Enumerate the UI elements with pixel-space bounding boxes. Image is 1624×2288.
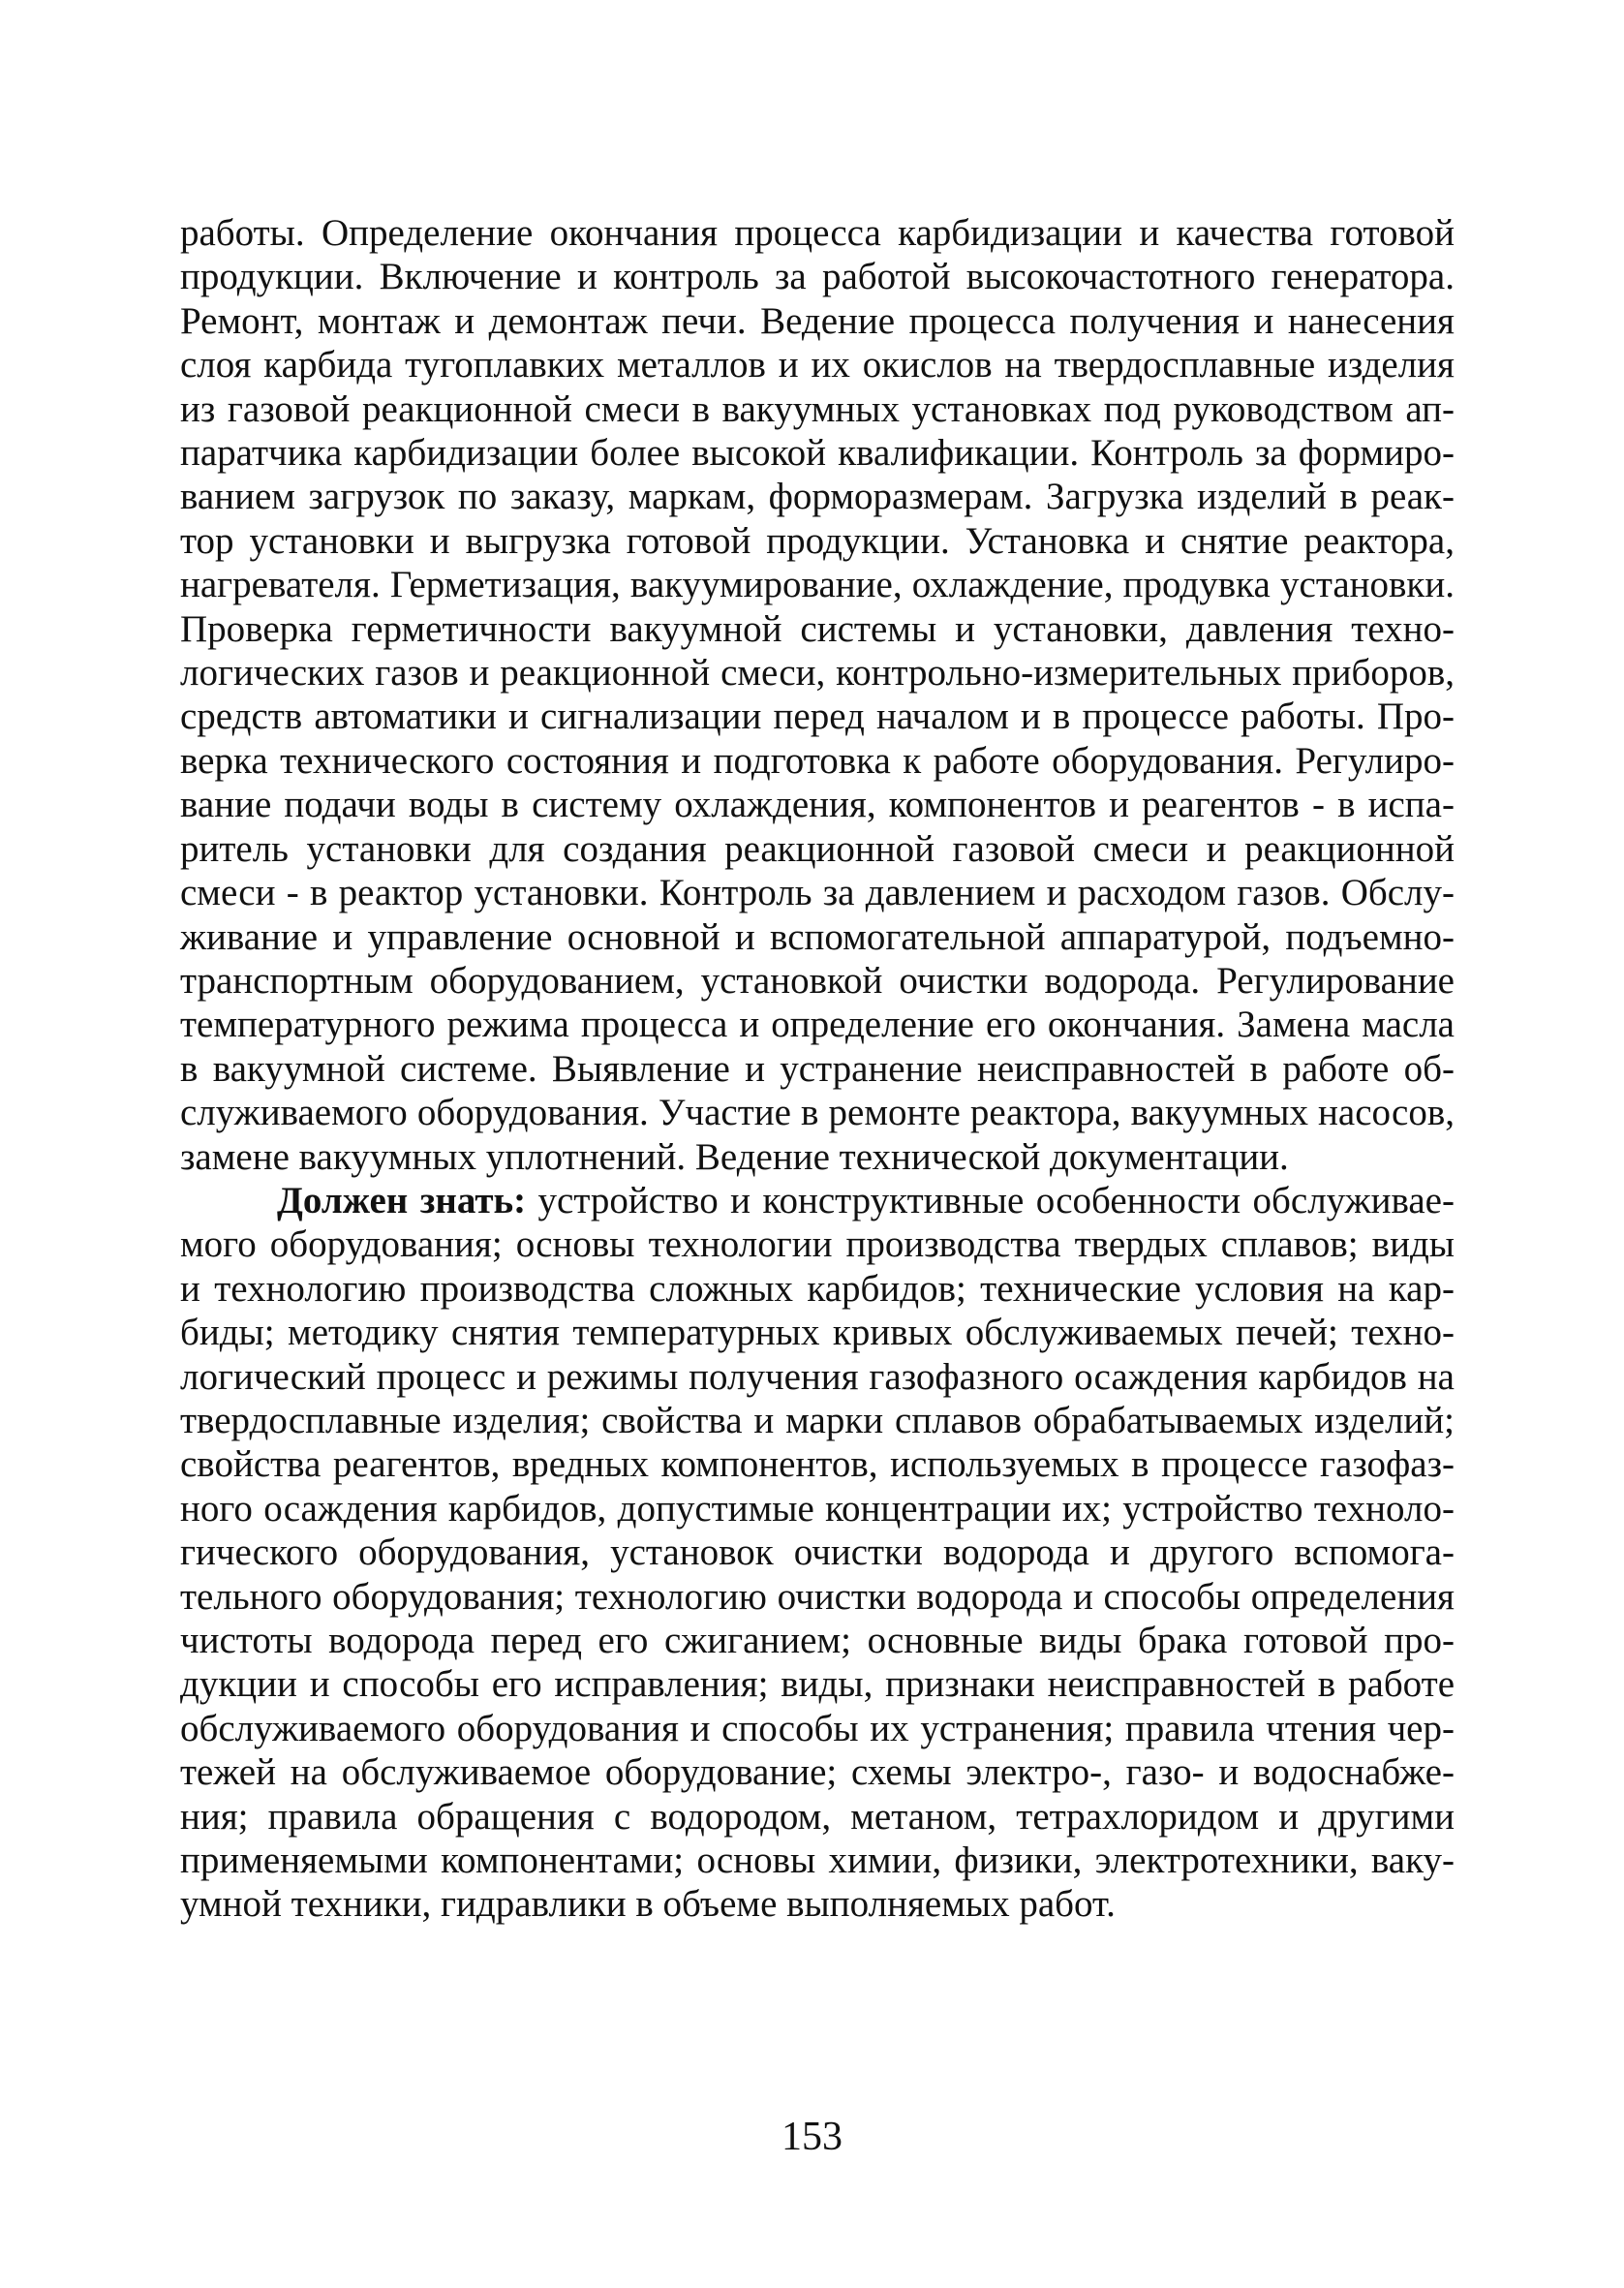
page-number: 153: [781, 2115, 843, 2159]
paragraph-must-know: [180, 1179, 1455, 1927]
paragraph-must-know-text: устройство и конструктивные особенности обслуживаемого оборудования; основы технологии производства твердых сплавов; виды и технологию производства сложных карбидов; технические условия на карбиды; методику снятия температурных кривых обслуживаемых печей; технологический процесс и режимы получения газофазного осаждения карбидов на твердосплавные изделия; свойства и марки сплавов обрабатываемых изделий; свойства реагентов, вредных компонентов, используемых в процессе газофазного осаждения карбидов, допустимые концентрации их; устройство технологического оборудования, установок очистки водорода и другого вспомогательного оборудования; технологию очистки водорода и способы определения чистоты водорода перед его сжиганием; основные виды брака готовой продукции и способы его исправления; виды, признаки неисправностей в работе обслуживаемого оборудования и способы их устранения; правила чтения чертежей на обслуживаемое оборудование; схемы электро-, газо- и водоснабжения; правила обращения с водородом, метаном, тетрахлоридом и другими применяемыми компонентами; основы химии, физики, электротехники, вакуумной техники, гидравлики в объеме выполняемых работ.: [180, 1179, 1455, 1926]
paragraph-must-know-lead: Должен знать:: [277, 1179, 527, 1221]
body-text: [180, 211, 1455, 1927]
paragraph-duties: [180, 211, 1455, 1179]
paragraph-duties-text: работы. Определение окончания процесса карбидизации и качества готовой продукции. Включение и контроль за работой высокочастотного генератора. Ремонт, монтаж и демонтаж печи. Ведение процесса получения и нанесения слоя карбида тугоплавких металлов и их окислов на твердосплавные изделия из газовой реакционной смеси в вакуумных установках под руководством аппаратчика карбидизации более высокой квалификации. Контроль за формированием загрузок по заказу, маркам, форморазмерам. Загрузка изделий в реактор установки и выгрузка готовой продукции. Установка и снятие реактора, нагревателя. Герметизация, вакуумирование, охлаждение, продувка установки. Проверка герметичности вакуумной системы и установки, давления технологических газов и реакционной смеси, контрольно-измерительных приборов, средств автоматики и сигнализации перед началом и в процессе работы. Проверка технического состояния и подготовка к работе оборудования. Регулирование подачи воды в систему охлаждения, компонентов и реагентов - в испаритель установки для создания реакционной газовой смеси и реакционной смеси - в реактор установки. Контроль за давлением и расходом газов. Обслуживание и управление основной и вспомогательной аппаратурой, подъемно-транспортным оборудованием, установкой очистки водорода. Регулирование температурного режима процесса и определение его окончания. Замена масла в вакуумной системе. Выявление и устранение неисправностей в работе обслуживаемого оборудования. Участие в ремонте реактора, вакуумных насосов, замене вакуумных уплотнений. Ведение технической документации.: [180, 212, 1455, 1178]
